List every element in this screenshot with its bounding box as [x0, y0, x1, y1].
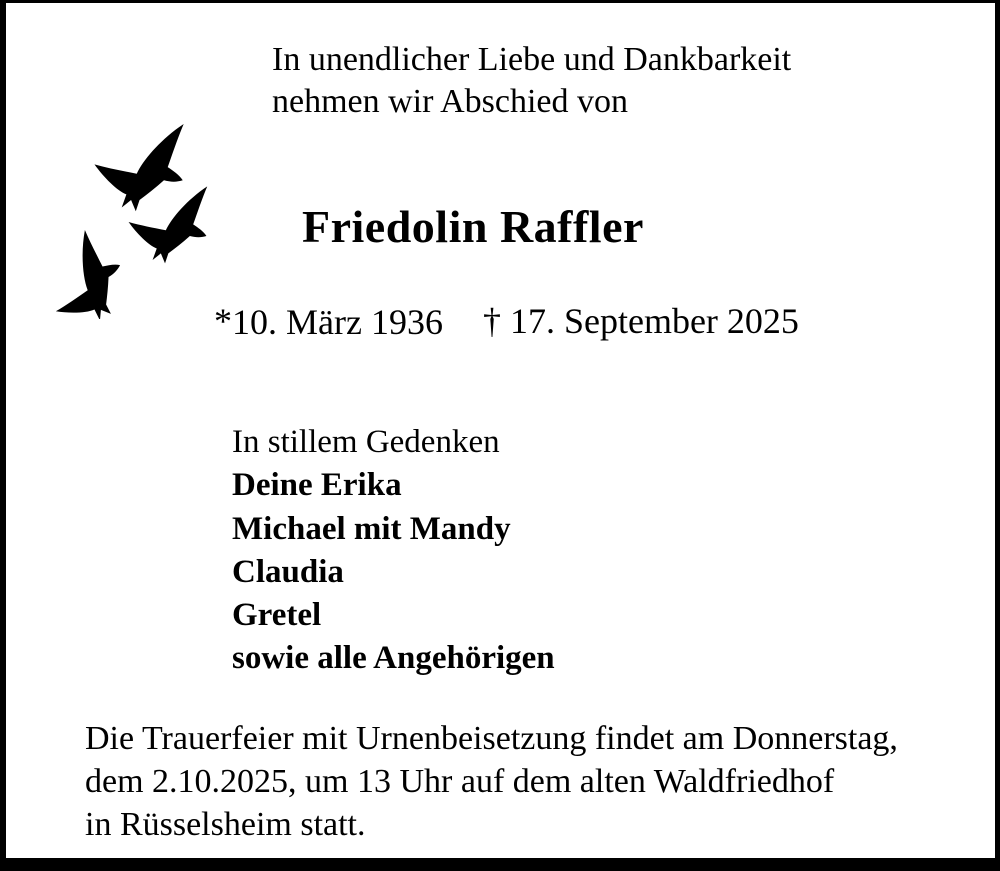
- mourner-name: Claudia: [232, 553, 344, 590]
- deceased-name: Friedolin Raffler: [302, 201, 644, 252]
- mourner-name: Deine Erika: [232, 467, 402, 504]
- funeral-line-3: in Rüsselsheim statt.: [85, 806, 366, 843]
- mourner-name: sowie alle Angehörigen: [232, 640, 555, 677]
- mourner-name: Gretel: [232, 597, 322, 634]
- obituary-notice: [6, 3, 995, 858]
- funeral-info: [85, 717, 898, 846]
- born-symbol: *: [214, 301, 232, 341]
- mourner-name: Michael mit Mandy: [232, 510, 511, 547]
- death-date: 17. September 2025: [509, 301, 799, 341]
- intro-line-2: nehmen wir Abschied von: [272, 83, 628, 120]
- life-dates: [214, 295, 799, 348]
- funeral-line-2: dem 2.10.2025, um 13 Uhr auf dem alten Waldfriedhof: [85, 763, 835, 800]
- died-cross-symbol: †: [482, 301, 501, 341]
- birth-date-group: [214, 295, 443, 348]
- intro-line-1: In unendlicher Liebe und Dankbarkeit: [272, 41, 792, 78]
- flying-birds-icon: [34, 115, 236, 319]
- memorial-line: In stillem Gedenken: [232, 424, 500, 460]
- funeral-line-1: Die Trauerfeier mit Urnenbeisetzung findet am Donnerstag,: [85, 720, 898, 757]
- mourners-block: [232, 421, 555, 681]
- death-date-group: [483, 295, 799, 348]
- intro-text: [272, 39, 791, 123]
- birth-date: 10. März 1936: [232, 302, 443, 342]
